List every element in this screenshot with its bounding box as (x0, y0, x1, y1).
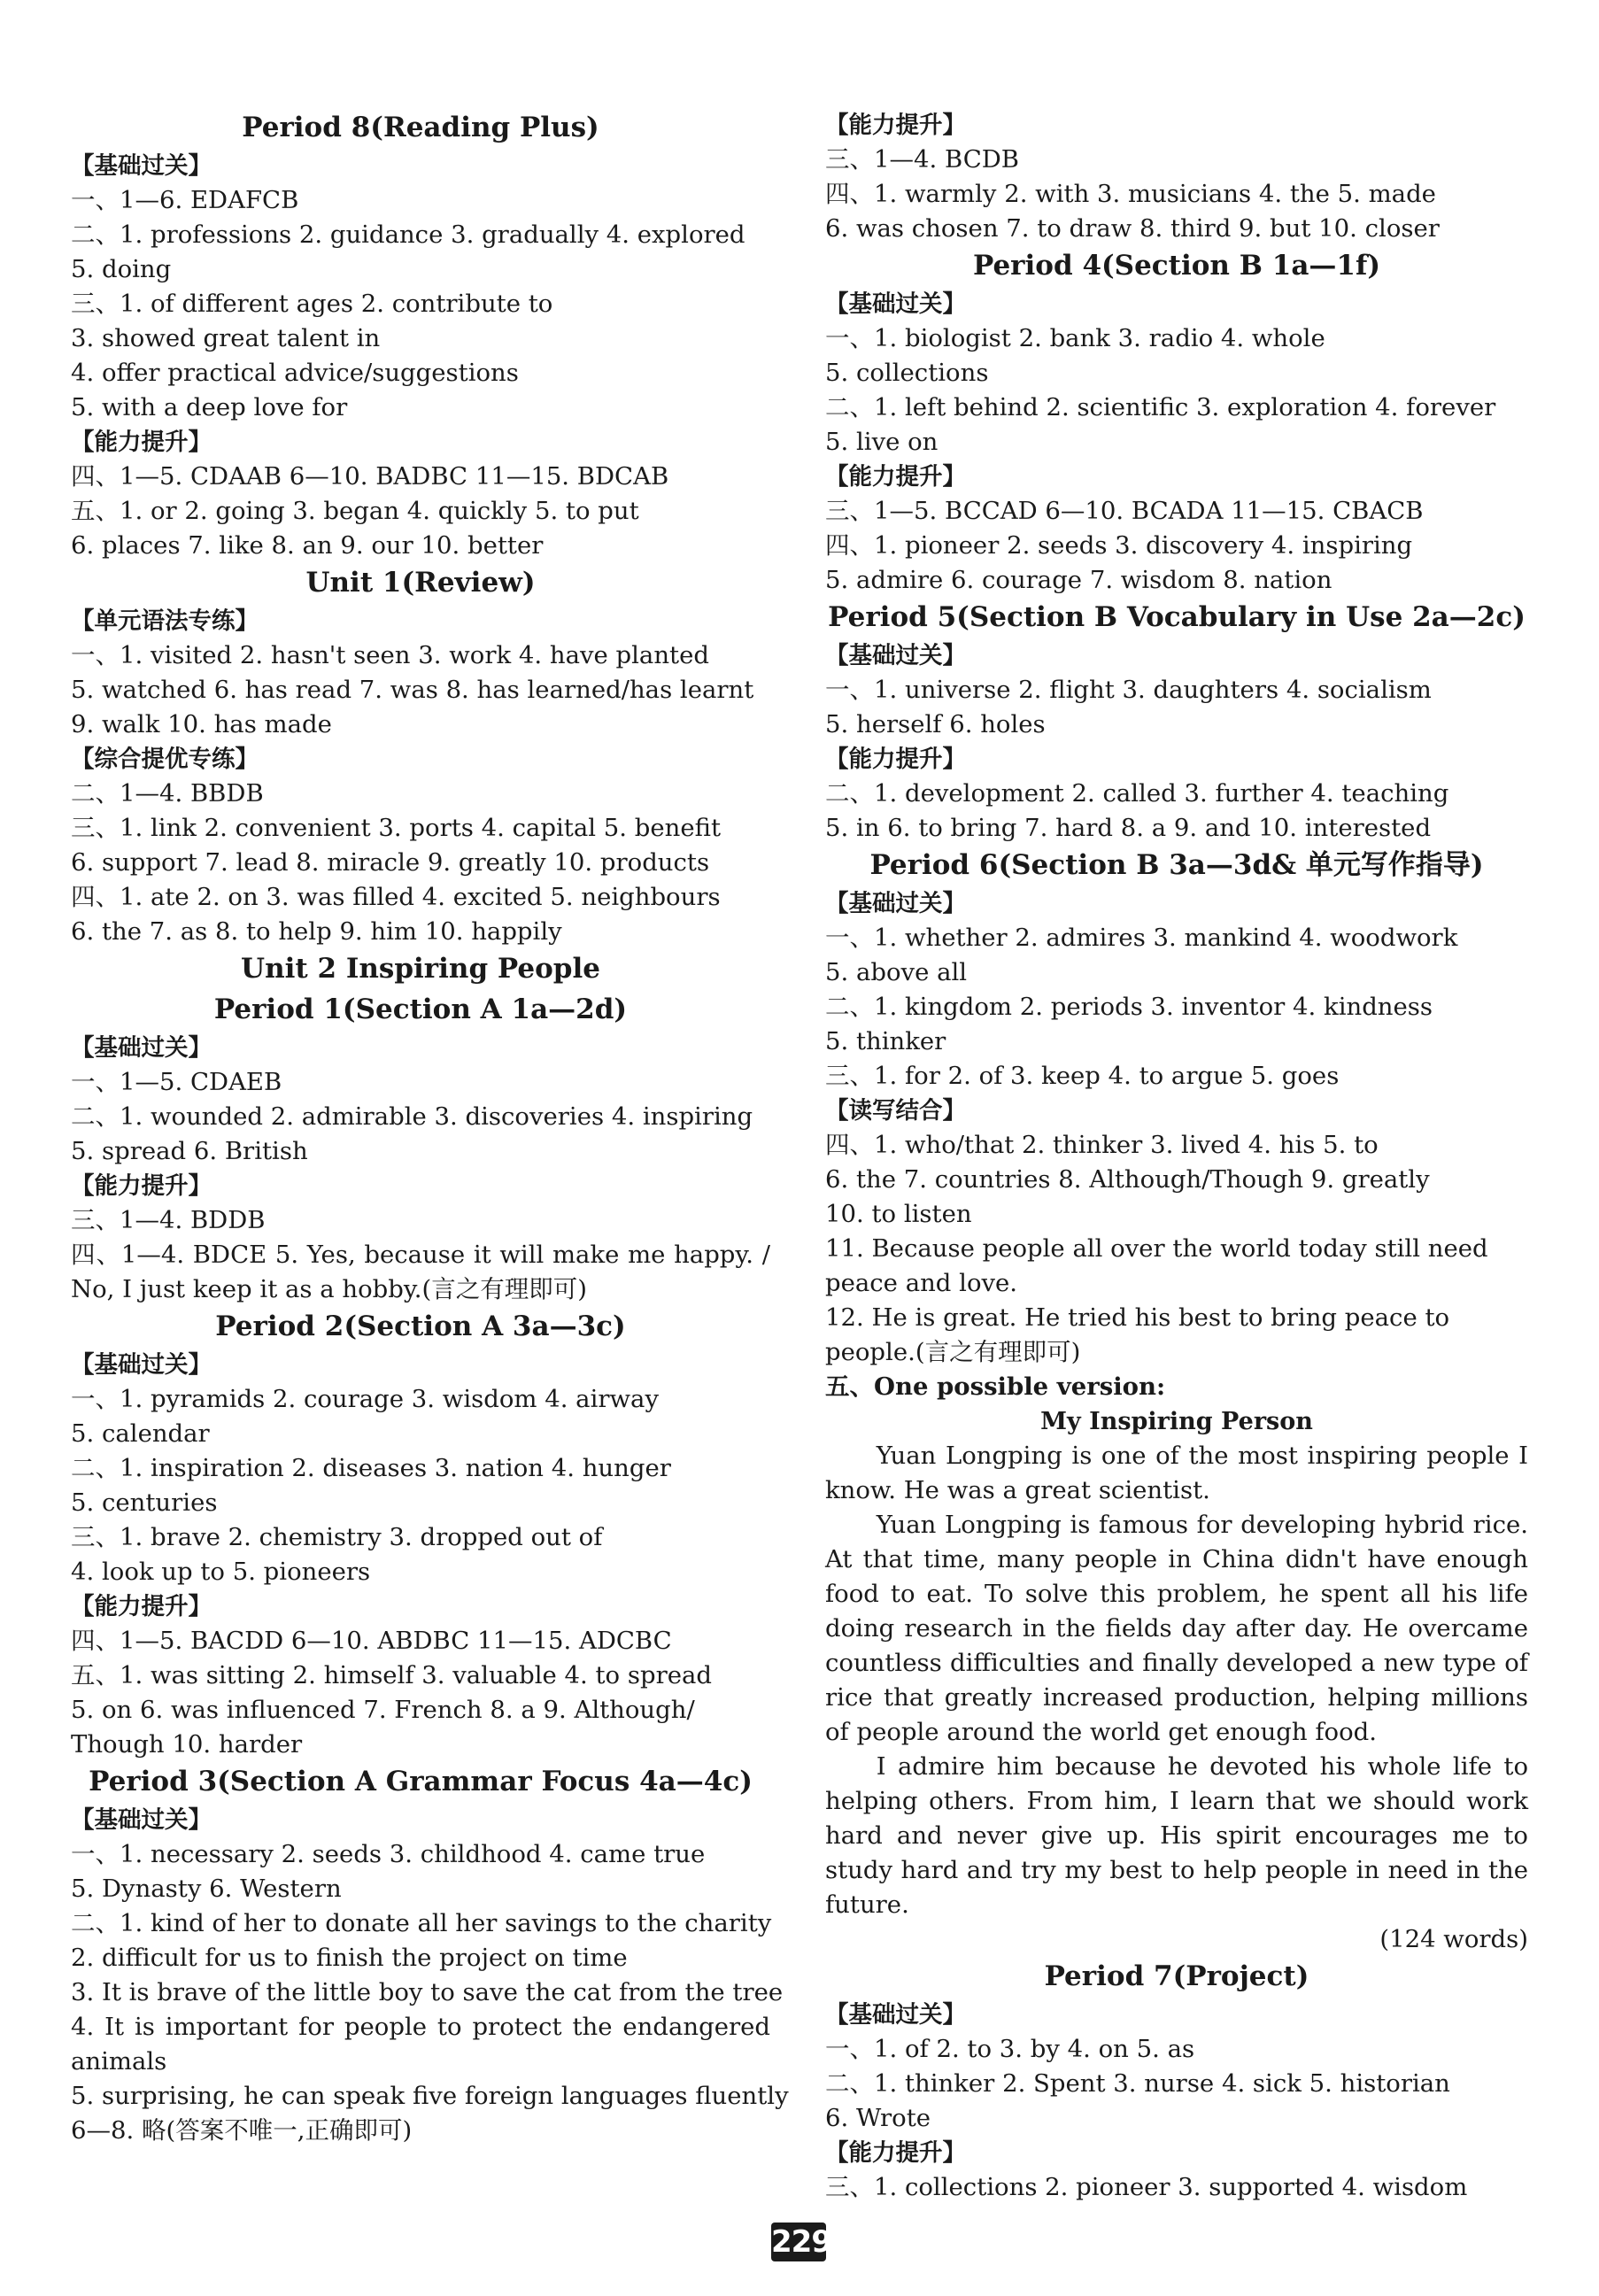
section-label: 【基础过关】 (71, 1806, 212, 1834)
answer-line: 3. showed great talent in (71, 324, 381, 352)
section-label: 【综合提优专练】 (71, 746, 259, 773)
page-number: 229 (771, 2224, 831, 2260)
period-heading: Period 7(Project) (1044, 1960, 1309, 1992)
answer-line: 三、1. for 2. of 3. keep 4. to argue 5. goes (825, 1062, 1340, 1090)
answer-line: 5. above all (825, 958, 968, 986)
answer-line: 四、1. ate 2. on 3. was filled 4. excited 5. neighbours (71, 883, 721, 911)
left-column (71, 108, 789, 2148)
answer-line: animals (71, 2047, 167, 2076)
answer-line: No, I just keep it as a hobby.(言之有理即可) (71, 1275, 587, 1303)
answer-line: 一、1. universe 2. flight 3. daughters 4. socialism (825, 676, 1432, 704)
answer-line: 四、1—5. CDAAB 6—10. BADBC 11—15. BDCAB (71, 462, 669, 491)
answer-line: 6. was chosen 7. to draw 8. third 9. but 10. closer (825, 214, 1440, 243)
answer-line: 10. to listen (825, 1200, 972, 1228)
answer-line: 四、1—5. BACDD 6—10. ABDBC 11—15. ADCBC (71, 1627, 672, 1655)
answer-line: 6. support 7. lead 8. miracle 9. greatly 10. products (71, 848, 710, 877)
section-label: 【能力提升】 (825, 112, 966, 139)
answer-line: 6—8. 略(答案不唯一,正确即可) (71, 2116, 413, 2145)
answer-line: 一、1. whether 2. admires 3. mankind 4. woodwork (825, 924, 1458, 952)
answer-line: 5. with a deep love for (71, 393, 348, 421)
essay-title: My Inspiring Person (1040, 1408, 1313, 1435)
answer-line: 4. offer practical advice/suggestions (71, 359, 519, 387)
answer-line: 5. collections (825, 359, 989, 387)
answer-line: 5. live on (825, 428, 939, 456)
version-label: 五、One possible version: (825, 1372, 1166, 1401)
answer-line: 二、1. professions 2. guidance 3. gradually 4. explored (71, 220, 745, 249)
period-heading: Period 2(Section A 3a—3c) (215, 1310, 626, 1342)
answer-line: 2. difficult for us to finish the project on time (71, 1944, 628, 1972)
period-heading: Period 5(Section B Vocabulary in Use 2a—2c) (828, 601, 1526, 633)
answer-line: 4. It is important for people to protect the endangered (71, 2013, 770, 2041)
section-label: 【基础过关】 (825, 290, 966, 318)
answer-line: 二、1. kingdom 2. periods 3. inventor 4. kindness (825, 993, 1433, 1021)
answer-line: 5. centuries (71, 1488, 218, 1517)
answer-line: 三、1. brave 2. chemistry 3. dropped out of (71, 1523, 603, 1551)
section-label: 【基础过关】 (71, 1034, 212, 1062)
answer-line: 9. walk 10. has made (71, 710, 332, 738)
answer-line: 五、1. was sitting 2. himself 3. valuable 4. to spread (71, 1661, 712, 1689)
section-label: 【能力提升】 (71, 1172, 212, 1200)
answer-line: 5. admire 6. courage 7. wisdom 8. nation (825, 566, 1332, 594)
answer-line: 四、1. warmly 2. with 3. musicians 4. the 5. made (825, 180, 1436, 208)
answer-line: 二、1. inspiration 2. diseases 3. nation 4. hunger (71, 1454, 671, 1482)
answer-line: 一、1—5. CDAEB (71, 1068, 282, 1096)
answer-line: 二、1. wounded 2. admirable 3. discoveries 4. inspiring (71, 1102, 753, 1131)
section-label: 【能力提升】 (825, 2139, 966, 2167)
answer-line: 5. thinker (825, 1027, 946, 1055)
period-heading: Period 1(Section A 1a—2d) (213, 993, 628, 1025)
answer-line: 6. the 7. as 8. to help 9. him 10. happily (71, 917, 562, 946)
right-column (825, 108, 1528, 2205)
answer-line: 一、1. necessary 2. seeds 3. childhood 4. came true (71, 1840, 706, 1868)
section-label: 【基础过关】 (71, 152, 212, 180)
answer-line: 四、1—4. BDCE 5. Yes, because it will make me happy. / (71, 1241, 770, 1269)
answer-line: 三、1—4. BDDB (71, 1206, 266, 1234)
section-label: 【能力提升】 (71, 429, 212, 456)
period-heading: Period 8(Reading Plus) (242, 112, 599, 143)
answer-line: 5. calendar (71, 1419, 210, 1448)
answer-line: 三、1. collections 2. pioneer 3. supported 4. wisdom (825, 2173, 1468, 2201)
answer-line: 三、1—5. BCCAD 6—10. BCADA 11—15. CBACB (825, 497, 1424, 525)
answer-line: 四、1. pioneer 2. seeds 3. discovery 4. inspiring (825, 531, 1413, 560)
section-label: 【能力提升】 (825, 463, 966, 491)
answer-line: 二、1. development 2. called 3. further 4. teaching (825, 779, 1449, 808)
answer-paragraph: 11. Because people all over the world today still need peace and love. (825, 1234, 1488, 1297)
section-label: 【基础过关】 (71, 1351, 212, 1379)
word-count: (124 words) (1379, 1925, 1528, 1953)
section-label: 【单元语法专练】 (71, 607, 259, 635)
answer-line: 5. on 6. was influenced 7. French 8. a 9. Although/ (71, 1696, 695, 1724)
essay-paragraph: Yuan Longping is one of the most inspiring people I know. He was a great scientist. (825, 1442, 1528, 1504)
answer-line: 三、1—4. BCDB (825, 145, 1019, 174)
essay-paragraph: Yuan Longping is famous for developing hybrid rice. At that time, many people in China didn't have enough food to eat. To solve this problem, he spent all his life doing research in the fields day after day. He overcame countless difficulties and finally developed a new type of rice that greatly increased production, helping millions of people around the world get enough food. (825, 1511, 1528, 1746)
period-heading: Unit 2 Inspiring People (241, 953, 600, 985)
answer-line: 一、1. of 2. to 3. by 4. on 5. as (825, 2035, 1195, 2063)
answer-line: 四、1. who/that 2. thinker 3. lived 4. his 5. to (825, 1131, 1379, 1159)
answer-line: 二、1. thinker 2. Spent 3. nurse 4. sick 5. historian (825, 2069, 1450, 2098)
answer-line: 二、1—4. BBDB (71, 779, 264, 808)
answer-line: 一、1. pyramids 2. courage 3. wisdom 4. airway (71, 1385, 659, 1413)
period-heading: Period 6(Section B 3a—3d& 单元写作指导) (869, 849, 1484, 881)
answer-line: 二、1. kind of her to donate all her savings to the charity (71, 1909, 772, 1937)
answer-line: 5. spread 6. British (71, 1137, 308, 1165)
answer-line: 5. doing (71, 255, 172, 283)
section-label: 【能力提升】 (71, 1593, 212, 1620)
answer-line: 4. look up to 5. pioneers (71, 1558, 371, 1586)
answer-line: 5. surprising, he can speak five foreign languages fluently (71, 2082, 789, 2110)
answer-line: 三、1. link 2. convenient 3. ports 4. capital 5. benefit (71, 814, 722, 842)
section-label: 【基础过关】 (825, 642, 966, 669)
section-label: 【读写结合】 (825, 1097, 966, 1125)
period-heading: Period 4(Section B 1a—1f) (972, 250, 1380, 282)
essay-paragraph: I admire him because he devoted his whole life to helping others. From him, I learn that we should work hard and never give up. His spirit encourages me to study hard and try my best to help people in need in the future. (825, 1752, 1528, 1919)
answer-line: 6. the 7. countries 8. Although/Though 9. greatly (825, 1165, 1430, 1194)
answer-line: 一、1—6. EDAFCB (71, 186, 299, 214)
answer-paragraph: 12. He is great. He tried his best to bring peace to people.(言之有理即可) (825, 1303, 1450, 1366)
answer-line: 6. places 7. like 8. an 9. our 10. better (71, 531, 544, 560)
answer-line: Though 10. harder (71, 1730, 303, 1759)
answer-line: 5. herself 6. holes (825, 710, 1046, 738)
answer-line: 5. watched 6. has read 7. was 8. has learned/has learnt (71, 676, 754, 704)
answer-line: 6. Wrote (825, 2104, 931, 2132)
answer-line: 一、1. biologist 2. bank 3. radio 4. whole (825, 324, 1325, 352)
answer-line: 二、1. left behind 2. scientific 3. exploration 4. forever (825, 393, 1496, 421)
period-heading: Period 3(Section A Grammar Focus 4a—4c) (89, 1766, 753, 1797)
section-label: 【能力提升】 (825, 746, 966, 773)
answer-line: 5. Dynasty 6. Western (71, 1875, 342, 1903)
answer-line: 5. in 6. to bring 7. hard 8. a 9. and 10. interested (825, 814, 1432, 842)
period-heading: Unit 1(Review) (305, 567, 536, 599)
section-label: 【基础过关】 (825, 2001, 966, 2029)
answer-line: 五、1. or 2. going 3. began 4. quickly 5. to put (71, 497, 639, 525)
section-label: 【基础过关】 (825, 890, 966, 917)
answer-line: 3. It is brave of the little boy to save the cat from the tree (71, 1978, 784, 2006)
answer-line: 一、1. visited 2. hasn't seen 3. work 4. have planted (71, 641, 709, 669)
answer-line: 三、1. of different ages 2. contribute to (71, 290, 553, 318)
